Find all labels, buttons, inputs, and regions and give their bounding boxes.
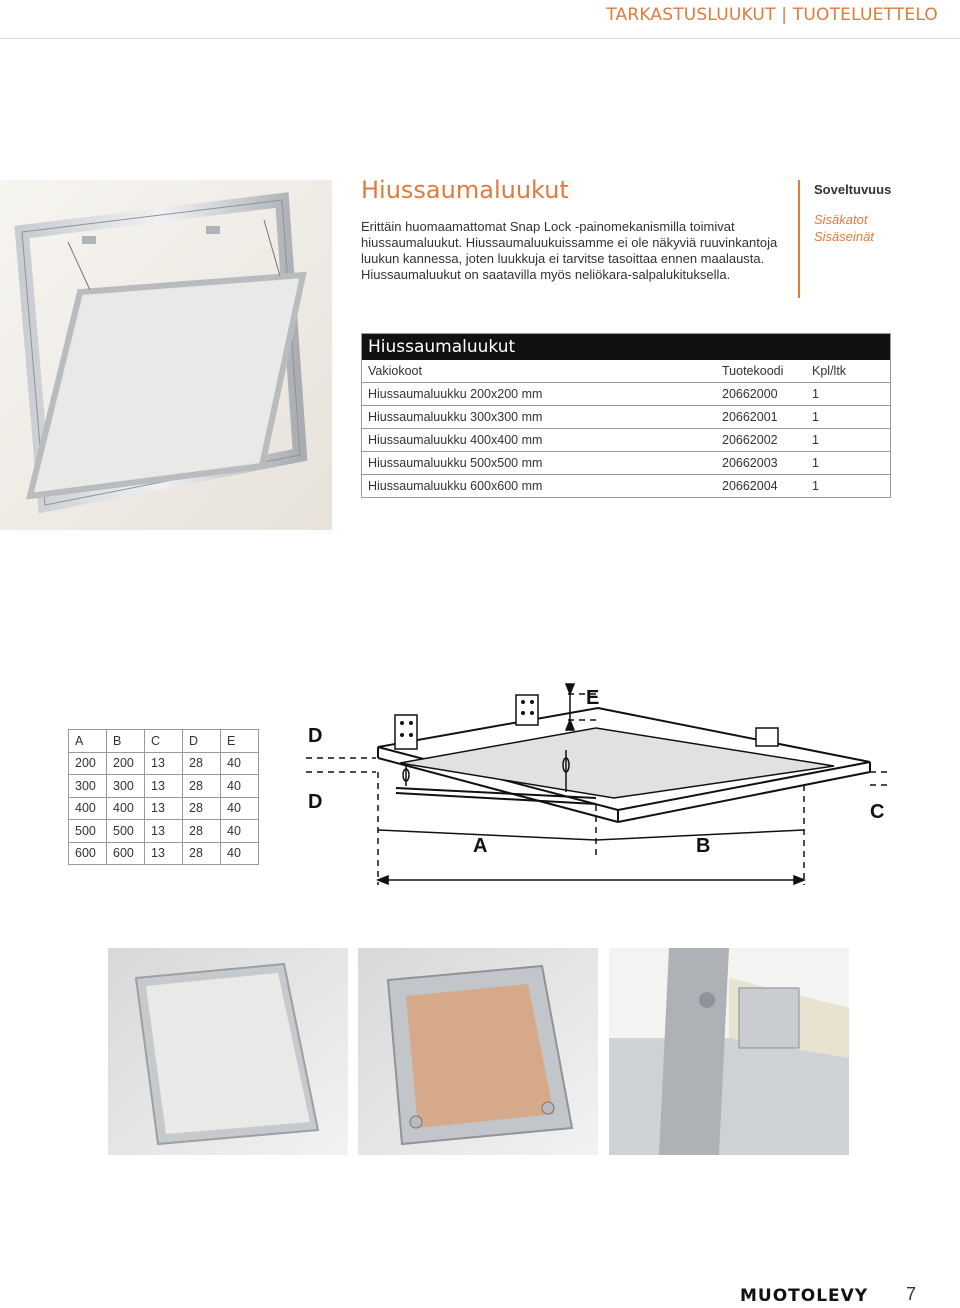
- table-cell: 200: [107, 752, 145, 775]
- table-cell: 13: [145, 752, 183, 775]
- table-cell: 400: [107, 797, 145, 820]
- column-header: A: [69, 730, 107, 753]
- table-cell: 600: [69, 842, 107, 865]
- hero-photo-open-access-panel: [0, 180, 332, 530]
- table-row: [362, 383, 891, 406]
- application-item: Sisäkatot: [814, 212, 868, 227]
- intro-paragraph: Erittäin huomaamattomat Snap Lock -painomekanismilla toimivat hiussaumaluukut. Hiussaumaluukuissamme ei ole näkyviä ruuvinkantoja luukun kannessa, joten luukkuja ei tarvitse tasoittaa ennen maalausta. Hiussaumaluukut on saatavilla myös neliökara-salpalukituksella.: [361, 219, 778, 282]
- table-cell: 600: [107, 842, 145, 865]
- table-cell: 200: [69, 752, 107, 775]
- dimension-label-e: E: [586, 687, 600, 709]
- product-qty: 1: [806, 429, 891, 452]
- header-rule: [0, 38, 960, 39]
- table-cell: 300: [107, 775, 145, 798]
- table-row: [362, 475, 891, 498]
- dimension-label-d-top: D: [308, 725, 323, 747]
- column-header: E: [221, 730, 259, 753]
- table-cell: 40: [221, 775, 259, 798]
- table-cell: 28: [183, 752, 221, 775]
- dimension-label-c: C: [870, 801, 885, 823]
- table-cell: 13: [145, 842, 183, 865]
- product-code: 20662003: [716, 452, 806, 475]
- table-row: [69, 752, 259, 775]
- table-row: [69, 820, 259, 843]
- table-cell: 500: [69, 820, 107, 843]
- product-code: 20662002: [716, 429, 806, 452]
- table-row: [362, 452, 891, 475]
- dimension-drawing: [278, 680, 898, 895]
- applications-heading: Soveltuvuus: [814, 182, 892, 197]
- product-qty: 1: [806, 406, 891, 429]
- product-name: Hiussaumaluukku 500x500 mm: [362, 452, 717, 475]
- dimension-label-a: A: [473, 835, 488, 857]
- page-number: 7: [906, 1284, 917, 1304]
- table-cell: 28: [183, 775, 221, 798]
- column-header: B: [107, 730, 145, 753]
- table-cell: 40: [221, 797, 259, 820]
- header-title: TARKASTUSLUUKUT | TUOTELUETTELO: [606, 5, 938, 25]
- table-row: [362, 429, 891, 452]
- dimension-label-b: B: [696, 835, 711, 857]
- table-cell: 40: [221, 820, 259, 843]
- table-row: [69, 842, 259, 865]
- product-table-header-row: [362, 360, 891, 383]
- dimension-label-d-bottom: D: [308, 791, 323, 813]
- table-cell: 13: [145, 797, 183, 820]
- product-code: 20662001: [716, 406, 806, 429]
- table-cell: 28: [183, 820, 221, 843]
- column-header: C: [145, 730, 183, 753]
- table-cell: 13: [145, 775, 183, 798]
- column-header: D: [183, 730, 221, 753]
- product-qty: 1: [806, 452, 891, 475]
- table-cell: 40: [221, 752, 259, 775]
- column-header: Tuotekoodi: [716, 360, 806, 383]
- applications-list: [814, 211, 960, 245]
- column-header: Kpl/ltk: [806, 360, 891, 383]
- product-table: [361, 333, 891, 498]
- photo-panel-backside: [358, 948, 598, 1155]
- product-table-caption: Hiussaumaluukut: [362, 334, 891, 361]
- table-row: [69, 775, 259, 798]
- table-row: [362, 406, 891, 429]
- table-cell: 13: [145, 820, 183, 843]
- product-name: Hiussaumaluukku 300x300 mm: [362, 406, 717, 429]
- table-cell: 300: [69, 775, 107, 798]
- product-code: 20662004: [716, 475, 806, 498]
- table-cell: 40: [221, 842, 259, 865]
- table-row: [69, 797, 259, 820]
- table-cell: 28: [183, 797, 221, 820]
- table-cell: 500: [107, 820, 145, 843]
- product-qty: 1: [806, 475, 891, 498]
- section-title: Hiussaumaluukut: [361, 176, 569, 204]
- brand-logo: MUOTOLEVY: [740, 1286, 869, 1306]
- dimension-header-row: [69, 730, 259, 753]
- photo-closed-panel: [108, 948, 348, 1155]
- product-code: 20662000: [716, 383, 806, 406]
- table-cell: 400: [69, 797, 107, 820]
- product-name: Hiussaumaluukku 600x600 mm: [362, 475, 717, 498]
- application-item: Sisäseinät: [814, 229, 874, 244]
- product-name: Hiussaumaluukku 200x200 mm: [362, 383, 717, 406]
- table-cell: 28: [183, 842, 221, 865]
- applications-box: [798, 180, 960, 298]
- product-name: Hiussaumaluukku 400x400 mm: [362, 429, 717, 452]
- dimension-table: [68, 729, 259, 865]
- column-header: Vakiokoot: [362, 360, 717, 383]
- product-qty: 1: [806, 383, 891, 406]
- photo-hinge-detail: [609, 948, 849, 1155]
